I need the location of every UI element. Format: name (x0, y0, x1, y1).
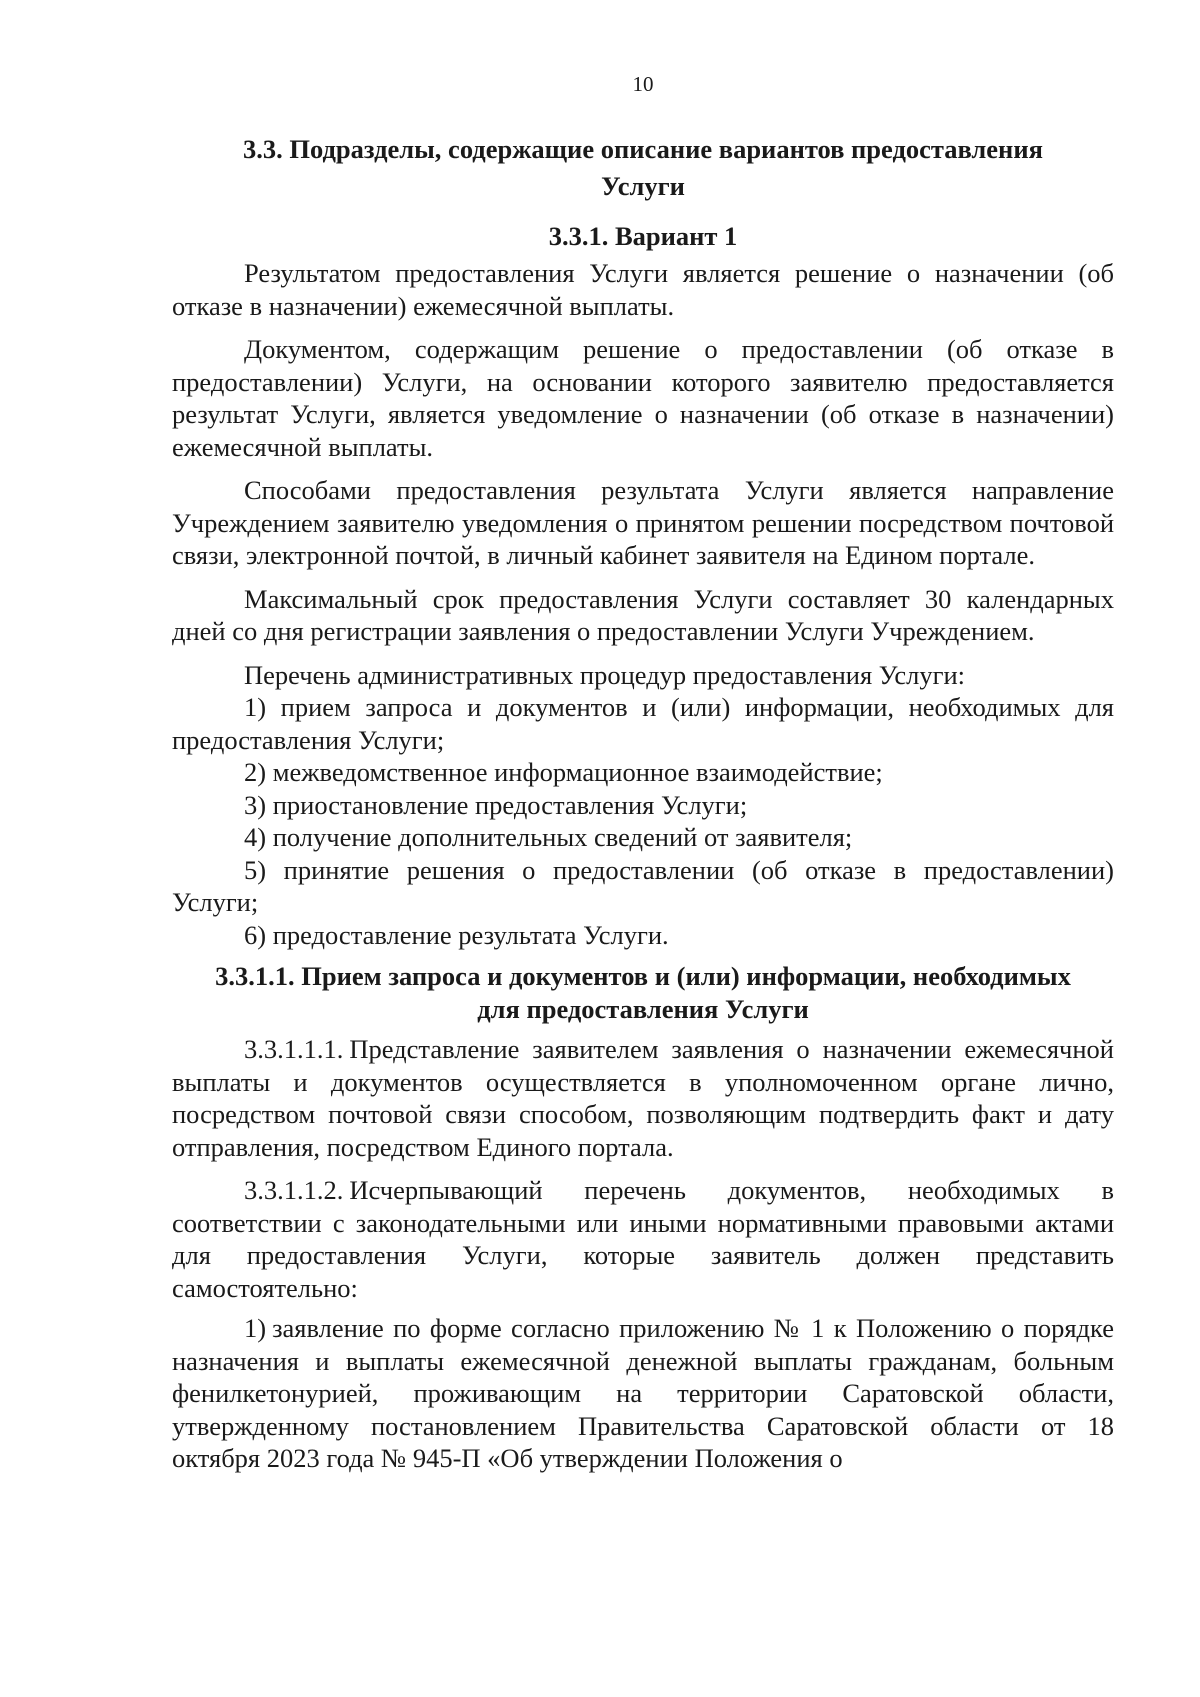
paragraph-document: Документом, содержащим решение о предоставлении (об отказе в предоставлении) Услуги, на основании которого заявителю предоставляется результат Услуги, является уведомление о назначении (об отказе в назначении) ежемесячной выплаты. (172, 334, 1114, 462)
section-title-line-1: 3.3. Подразделы, содержащие описание вариантов предоставления (243, 134, 1043, 164)
clause-number: 3.3.1.1.2. (244, 1175, 344, 1205)
subsubsection-title-line-2: для предоставления Услуги (477, 993, 809, 1024)
list-item: 1) прием запроса и документов и (или) информации, необходимых для предоставления Услуги; (172, 692, 1114, 755)
subsection-title: 3.3.1. Вариант 1 (548, 221, 738, 251)
item-number: 1) (244, 1313, 267, 1343)
list-item: 4) получение дополнительных сведений от заявителя; (244, 822, 853, 852)
item-text: заявление по форме согласно приложению № 1 к Положению о порядке назначения и выплаты ежемесячной денежной выплаты гражданам, больным фенилкетонурией, проживающим на территории Саратовской области, утвержденному постановлением Правительства Саратовской области от 18 октября 2023 года № 945-П «Об утверждении Положения о (172, 1313, 1114, 1473)
document-body (172, 131, 1114, 1475)
documents-item-1 (172, 1312, 1114, 1475)
procedures-intro: Перечень административных процедур предоставления Услуги: (244, 659, 966, 690)
page-number: 10 (632, 72, 654, 96)
clause-text: Исчерпывающий перечень документов, необходимых в соответствии с законодательными или иными нормативными правовыми актами для предоставления Услуги, которые заявитель должен представить самостоятельно: (172, 1175, 1114, 1303)
paragraph-result: Результатом предоставления Услуги является решение о назначении (об отказе в назначении) ежемесячной выплаты. (172, 258, 1114, 321)
section-title-line-2: Услуги (601, 171, 685, 201)
list-item: 6) предоставление результата Услуги. (244, 919, 669, 950)
clause-3-3-1-1-2 (172, 1174, 1114, 1304)
clause-3-3-1-1-1 (172, 1033, 1114, 1163)
list-item: 2) межведомственное информационное взаимодействие; (244, 757, 883, 787)
paragraph-deadline: Максимальный срок предоставления Услуги составляет 30 календарных дней со дня регистрации заявления о предоставлении Услуги Учреждением. (172, 583, 1114, 646)
section-title (172, 131, 1114, 205)
procedures-list (172, 659, 1114, 952)
paragraph-methods: Способами предоставления результата Услуги является направление Учреждением заявителю уведомления о принятом решении посредством почтовой связи, электронной почтой, в личный кабинет заявителя на Едином портале. (172, 475, 1114, 570)
clause-number: 3.3.1.1.1. (244, 1034, 344, 1064)
clause-text: Представление заявителем заявления о назначении ежемесячной выплаты и документов осуществляется в уполномоченном органе лично, посредством почтовой связи способом, позволяющим подтвердить факт и дату отправления, посредством Единого портала. (172, 1034, 1114, 1162)
list-item: 3) приостановление предоставления Услуги; (244, 789, 748, 820)
subsubsection-title-line-1: 3.3.1.1. Прием запроса и документов и (или) информации, необходимых (215, 961, 1071, 991)
list-item: 5) принятие решения о предоставлении (об отказе в предоставлении) Услуги; (172, 854, 1114, 917)
subsubsection-title (172, 960, 1114, 1025)
